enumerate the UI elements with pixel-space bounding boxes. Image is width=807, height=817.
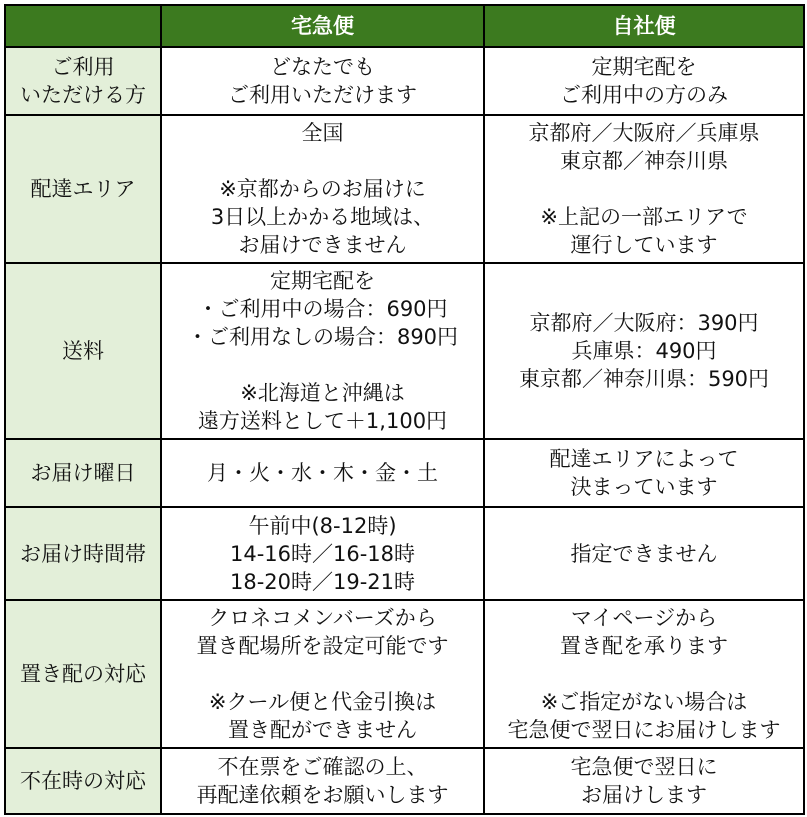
- table-row: [5, 115, 804, 263]
- row-label-absence: 不在時の対応: [5, 748, 161, 814]
- header-jishabin: 自社便: [484, 5, 804, 47]
- cell-takkyubin-eligible-users: どなたでも ご利用いただけます: [161, 47, 484, 115]
- table-row: [5, 748, 804, 814]
- header-takkyubin: 宅急便: [161, 5, 484, 47]
- row-label-delivery-time: お届け時間帯: [5, 507, 161, 600]
- cell-jishabin-drop-off: マイページから 置き配を承ります ※ご指定がない場合は 宅急便で翌日にお届けします: [484, 600, 804, 748]
- cell-takkyubin-absence: 不在票をご確認の上、 再配達依頼をお願いします: [161, 748, 484, 814]
- cell-jishabin-shipping-fee: 京都府／大阪府：390円 兵庫県：490円 東京都／神奈川県：590円: [484, 263, 804, 439]
- row-label-eligible-users: ご利用 いただける方: [5, 47, 161, 115]
- cell-jishabin-eligible-users: 定期宅配を ご利用中の方のみ: [484, 47, 804, 115]
- cell-takkyubin-delivery-time: 午前中(8-12時) 14-16時／16-18時 18-20時／19-21時: [161, 507, 484, 600]
- delivery-comparison-table: [4, 4, 805, 815]
- row-label-shipping-fee: 送料: [5, 263, 161, 439]
- cell-jishabin-absence: 宅急便で翌日に お届けします: [484, 748, 804, 814]
- table-row: [5, 507, 804, 600]
- header-row: [5, 5, 804, 47]
- table-row: [5, 47, 804, 115]
- cell-takkyubin-drop-off: クロネコメンバーズから 置き配場所を設定可能です ※クール便と代金引換は 置き配ができません: [161, 600, 484, 748]
- cell-jishabin-delivery-time: 指定できません: [484, 507, 804, 600]
- cell-takkyubin-shipping-fee: 定期宅配を ・ご利用中の場合：690円 ・ご利用なしの場合：890円 ※北海道と沖縄は 遠方送料として＋1,100円: [161, 263, 484, 439]
- row-label-drop-off: 置き配の対応: [5, 600, 161, 748]
- table-row: [5, 439, 804, 507]
- cell-jishabin-delivery-days: 配達エリアによって 決まっています: [484, 439, 804, 507]
- row-label-delivery-days: お届け曜日: [5, 439, 161, 507]
- row-label-delivery-area: 配達エリア: [5, 115, 161, 263]
- cell-jishabin-delivery-area: 京都府／大阪府／兵庫県 東京都／神奈川県 ※上記の一部エリアで 運行しています: [484, 115, 804, 263]
- corner-cell: [5, 5, 161, 47]
- cell-takkyubin-delivery-area: 全国 ※京都からのお届けに 3日以上かかる地域は、 お届けできません: [161, 115, 484, 263]
- cell-takkyubin-delivery-days: 月・火・水・木・金・土: [161, 439, 484, 507]
- table-row: [5, 600, 804, 748]
- table-row: [5, 263, 804, 439]
